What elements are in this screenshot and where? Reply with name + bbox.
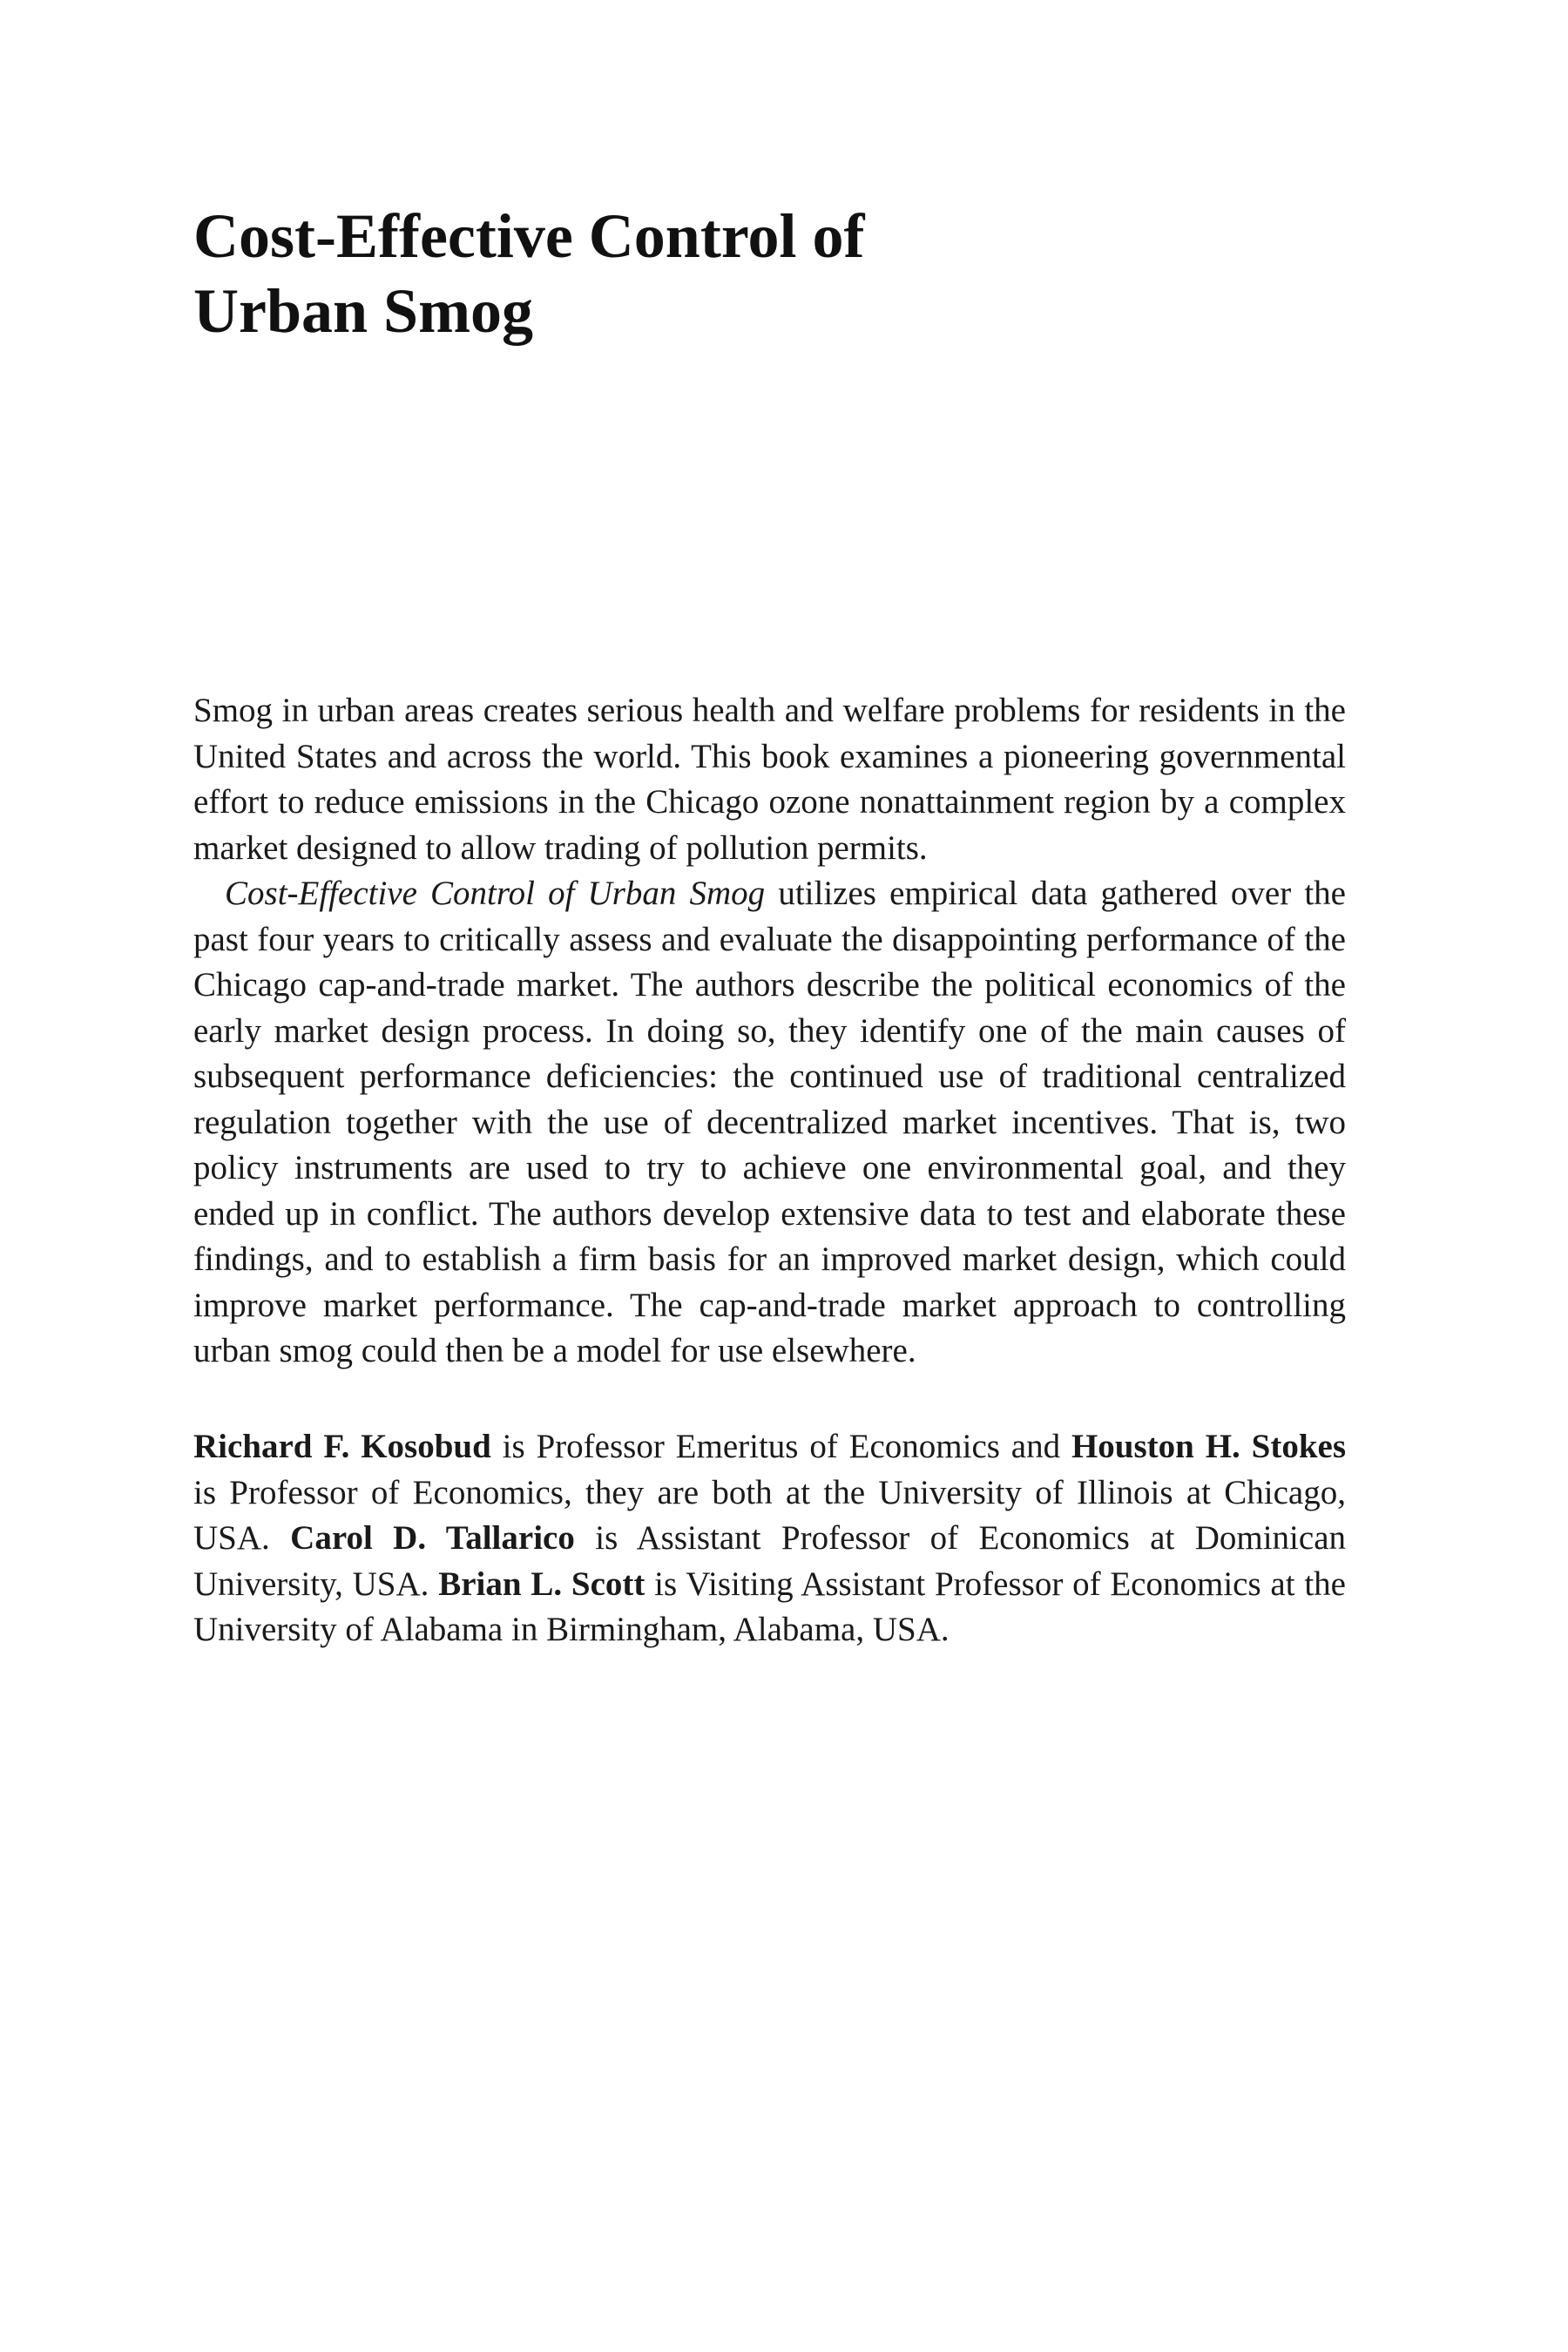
author-name-tallarico: Carol D. Tallarico [290,1519,575,1557]
author-name-scott: Brian L. Scott [438,1565,645,1603]
book-title-italic: Cost-Effective Control of Urban Smog [225,875,766,912]
author-bio-scott: is Visiting Assistant Professor of Economics at the University of Alabama in Birmingham, Alabama, USA. [193,1565,1346,1648]
book-title-line-2: Urban Smog [193,276,534,346]
description-paragraph-2-text: utilizes empirical data gathered over the past four years to critically assess and evaluate the disappointing performance of the Chicago cap-and-trade market. The authors describe the political economics of the early market design process. In doing so, they identify one of the main causes of subsequent performance deficiencies: the continued use of traditional centralized regulation together with the use of decentralized market incentives. That is, two policy instruments are used to try to achieve one environmental goal, and they ended up in conflict. The authors develop extensive data to test and elaborate these findings, and to establish a firm basis for an improved market design, which could improve market performance. The cap-and-trade market approach to controlling urban smog could then be a model for use elsewhere. [193,875,1346,1369]
author-bios [193,1424,1346,1653]
author-name-kosobud: Richard F. Kosobud [193,1428,491,1465]
author-bio-stokes: is Professor of Economics, they are both at the University of Illinois at Chicago, USA. [193,1473,1346,1557]
description-paragraph-2 [193,871,1346,1375]
book-title [193,199,1326,348]
author-bio-kosobud: is Professor Emeritus of Economics and [490,1428,1071,1465]
book-title-line-1: Cost-Effective Control of [193,201,865,271]
author-name-stokes: Houston H. Stokes [1071,1428,1346,1465]
description-paragraph-1: Smog in urban areas creates serious health and welfare problems for residents in the United States and across the world. This book examines a pioneering governmental effort to reduce emissions in the Chicago ozone nonattainment region by a complex market designed to allow trading of pollution permits. [193,692,1346,867]
author-bio-tallarico: is Assistant Professor of Economics at Dominican University, USA. [193,1519,1347,1603]
